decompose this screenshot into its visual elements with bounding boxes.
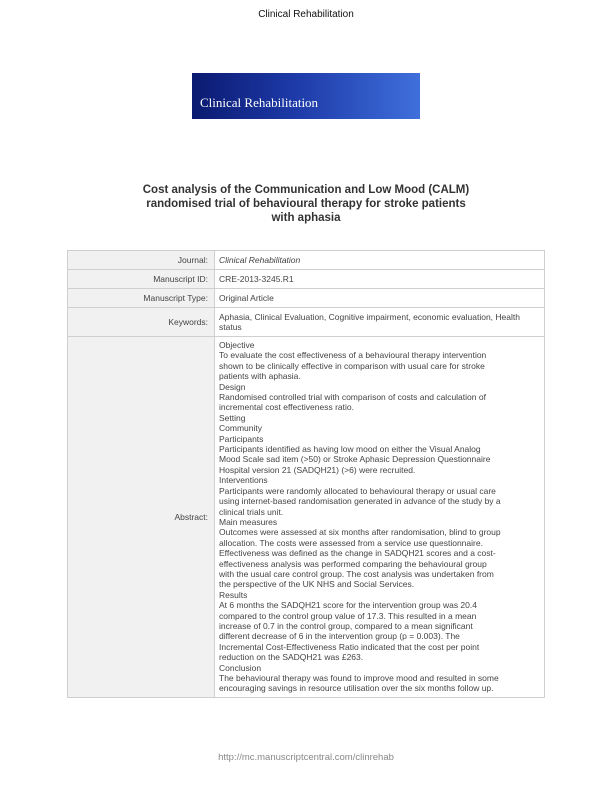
abstract-line: Design <box>219 381 246 392</box>
abstract-line: allocation. The costs were assessed from a service use questionnaire. <box>219 537 483 548</box>
abstract-line: incremental cost effectiveness ratio. <box>219 402 354 413</box>
abstract-line: reduction on the SADQH21 was £263. <box>219 652 364 663</box>
abstract-line: encouraging savings in resource utilisation over the six months follow up. <box>219 683 494 694</box>
abstract-line: The behavioural therapy was found to improve mood and resulted in some <box>219 673 499 683</box>
title-line: with aphasia <box>271 212 341 224</box>
title-line: Cost analysis of the Communication and Low Mood (CALM) <box>142 184 470 196</box>
abstract-line: using internet-based randomisation generated in advance of the study by a <box>219 496 501 507</box>
abstract-line: Conclusion <box>219 662 262 673</box>
abstract-line: Participants identified as having low mood on either the Visual Analog <box>219 444 481 455</box>
running-header: Clinical Rehabilitation <box>258 9 354 20</box>
manuscript-type-value: Original Article <box>215 289 545 308</box>
manuscript-title <box>100 183 512 225</box>
abstract-line: the perspective of the UK NHS and Social Services. <box>219 579 415 590</box>
abstract-line: Randomised controlled trial with comparison of costs and calculation of <box>219 392 486 403</box>
manuscript-type-label: Manuscript Type: <box>68 289 215 308</box>
abstract-line: Hospital version 21 (SADQH21) (>6) were recruited. <box>219 464 416 475</box>
journal-value: Clinical Rehabilitation <box>215 251 545 270</box>
abstract-line: At 6 months the SADQH21 score for the intervention group was 20.4 <box>219 600 477 611</box>
abstract-line: Objective <box>219 340 255 350</box>
abstract-line: Effectiveness was defined as the change in SADQH21 scores and a cost- <box>219 548 496 559</box>
abstract-row <box>68 337 545 698</box>
abstract-line: Participants were randomly allocated to behavioural therapy or usual care <box>219 485 496 496</box>
abstract-line: with the usual care control group. The cost analysis was undertaken from <box>219 568 494 579</box>
abstract-line: clinical trials unit. <box>219 506 284 517</box>
manuscript-metadata-table <box>67 250 545 698</box>
abstract-line: Participants <box>219 433 264 444</box>
abstract-line: compared to the control group value of 17.3. This resulted in a mean <box>219 610 477 621</box>
keywords-label: Keywords: <box>68 308 215 337</box>
title-line: randomised trial of behavioural therapy for stroke patients <box>146 198 466 210</box>
keywords-row <box>68 308 545 337</box>
journal-banner-logo <box>192 73 420 119</box>
abstract-line: Community <box>219 423 262 434</box>
abstract-line: Main measures <box>219 516 278 527</box>
keywords-value: Aphasia, Clinical Evaluation, Cognitive impairment, economic evaluation, Health status <box>215 308 545 337</box>
abstract-line: shown to be clinically effective in comparison with usual care for stroke <box>219 360 485 371</box>
journal-row <box>68 251 545 270</box>
abstract-line: effectiveness analysis was performed comparing the behavioural group <box>219 558 487 569</box>
manuscript-id-label: Manuscript ID: <box>68 270 215 289</box>
abstract-line: patients with aphasia. <box>219 371 301 382</box>
manuscript-id-value: CRE-2013-3245.R1 <box>215 270 545 289</box>
manuscript-type-row <box>68 289 545 308</box>
abstract-line: Interventions <box>219 475 268 486</box>
abstract-line: different decrease of 6 in the intervention group (p = 0.003). The <box>219 631 460 642</box>
abstract-line: increase of 0.7 in the control group, compared to a mean significant <box>219 620 473 631</box>
abstract-line: To evaluate the cost effectiveness of a behavioural therapy intervention <box>219 350 487 361</box>
footer-url: http://mc.manuscriptcentral.com/clinrehab <box>218 752 394 763</box>
banner-text: Clinical Rehabilitation <box>200 95 319 110</box>
abstract-line: Mood Scale sad item (>50) or Stroke Aphasic Depression Questionnaire <box>219 454 491 465</box>
abstract-label: Abstract: <box>68 337 215 698</box>
abstract-text <box>215 337 545 698</box>
abstract-line: Incremental Cost-Effectiveness Ratio indicated that the cost per point <box>219 641 480 652</box>
journal-label: Journal: <box>68 251 215 270</box>
abstract-line: Results <box>219 589 248 600</box>
abstract-line: Outcomes were assessed at six months after randomisation, blind to group <box>219 527 501 538</box>
manuscript-id-row <box>68 270 545 289</box>
abstract-line: Setting <box>219 412 246 423</box>
